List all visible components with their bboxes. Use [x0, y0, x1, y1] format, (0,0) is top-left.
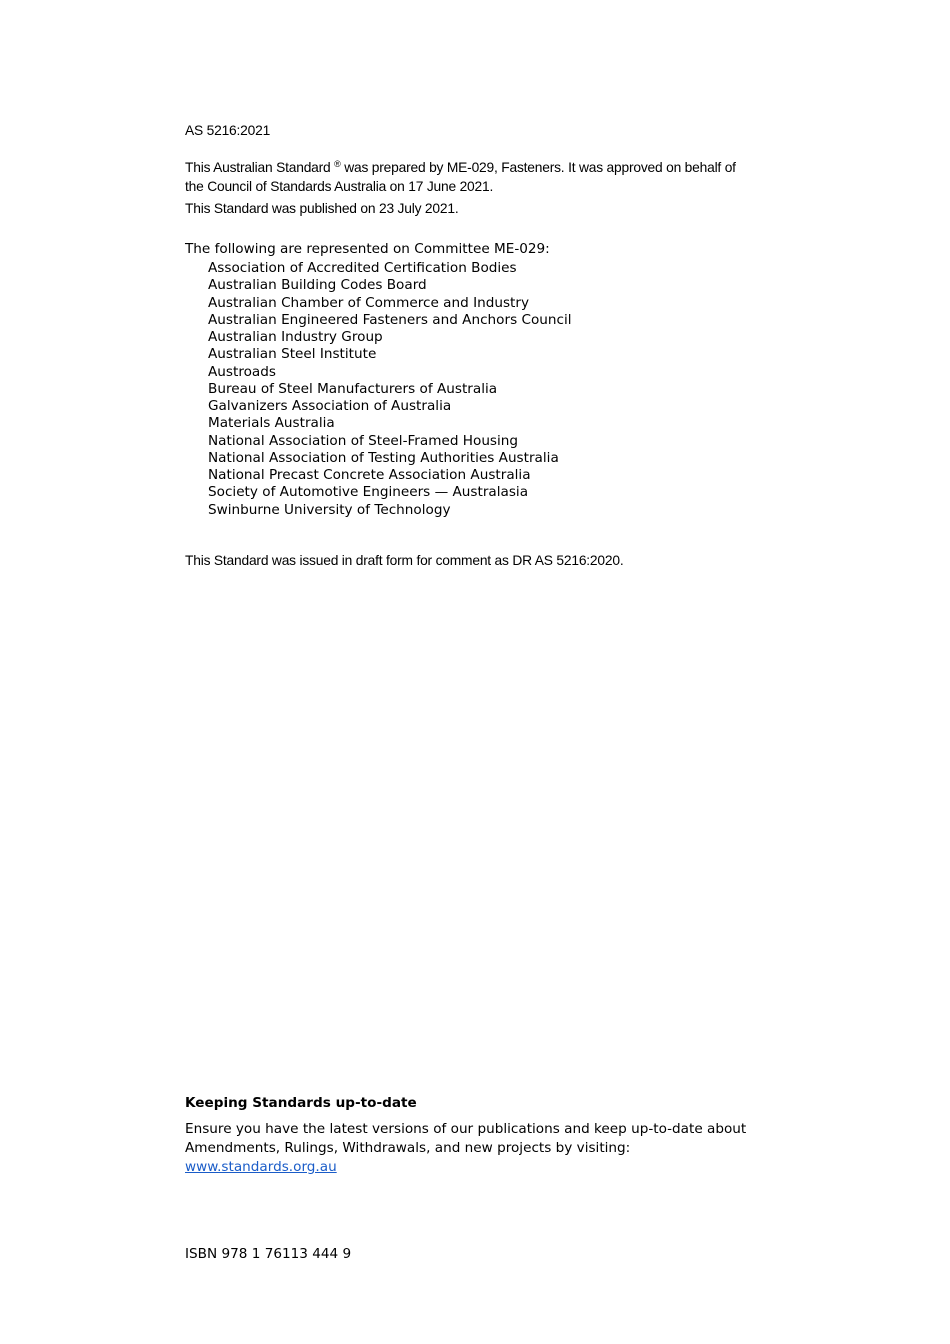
preparation-statement: [185, 155, 745, 196]
preparation-text-end: was prepared by ME-029, Fasteners. It was approved on behalf of the Council of Standards Australia on 17 June 2021.: [185, 160, 736, 194]
isbn: ISBN 978 1 76113 444 9: [185, 1246, 352, 1262]
registered-mark: ®: [334, 159, 341, 169]
committee-member: Galvanizers Association of Australia: [208, 398, 452, 414]
keeping-up-to-date-text: Ensure you have the latest versions of our publications and keep up-to-date about Amendments, Rulings, Withdrawals, and new projects by visiting:: [185, 1121, 747, 1156]
committee-member: Australian Chamber of Commerce and Industry: [208, 294, 529, 311]
draft-note: This Standard was issued in draft form for comment as DR AS 5216:2020.: [185, 553, 624, 568]
committee-members-list: [208, 260, 572, 519]
committee-member: National Association of Testing Authorities Australia: [208, 449, 559, 466]
standards-website-link[interactable]: www.standards.org.au: [185, 1159, 337, 1175]
standard-identifier: AS 5216:2021: [185, 123, 271, 138]
committee-member: Society of Automotive Engineers — Australasia: [208, 484, 529, 501]
keeping-up-to-date-body: [185, 1120, 785, 1177]
committee-member: Austroads: [208, 363, 276, 380]
committee-member: Australian Steel Institute: [208, 346, 377, 363]
committee-member: Australian Industry Group: [208, 329, 383, 345]
committee-member: National Precast Concrete Association Australia: [208, 467, 531, 483]
committee-member: Association of Accredited Certification Bodies: [208, 260, 517, 276]
preparation-text-start: This Australian Standard: [185, 160, 331, 175]
committee-member: Materials Australia: [208, 415, 335, 432]
publication-date-statement: This Standard was published on 23 July 2021.: [185, 201, 459, 216]
keeping-up-to-date-heading: Keeping Standards up-to-date: [185, 1095, 417, 1111]
committee-member: Bureau of Steel Manufacturers of Australia: [208, 380, 498, 397]
committee-member: Swinburne University of Technology: [208, 501, 451, 518]
committee-member: Australian Building Codes Board: [208, 277, 427, 294]
committee-member: Australian Engineered Fasteners and Anchors Council: [208, 311, 572, 328]
committee-heading: The following are represented on Committee ME-029:: [185, 241, 550, 257]
committee-member: National Association of Steel-Framed Housing: [208, 432, 519, 449]
